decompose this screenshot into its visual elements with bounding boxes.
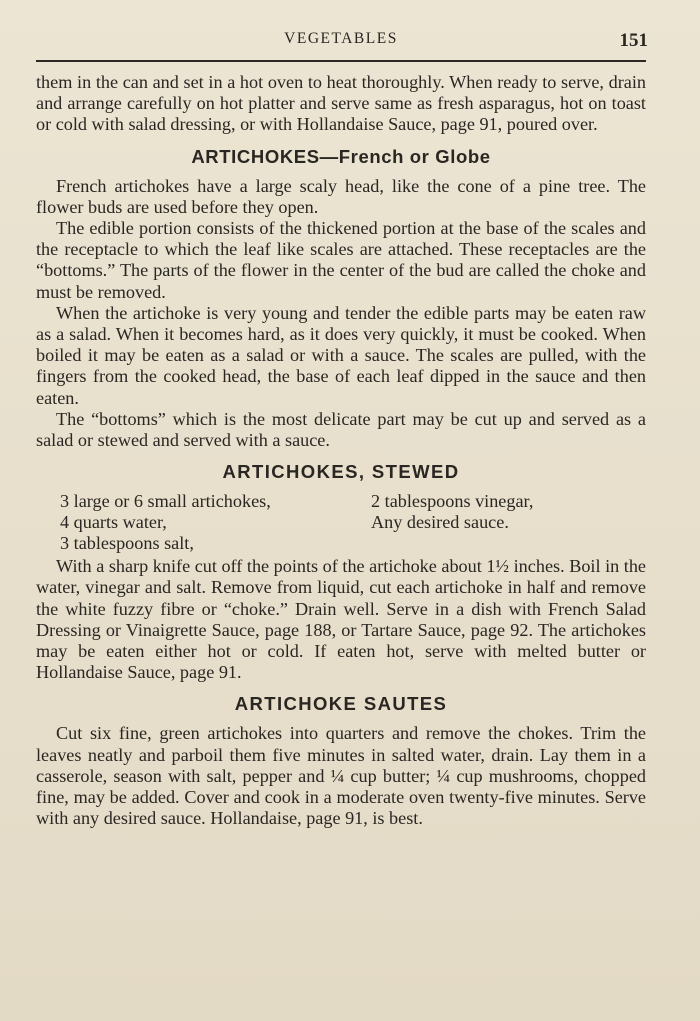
ingredient-item: 2 tablespoons vinegar, bbox=[371, 491, 534, 512]
ingredient-item: 3 large or 6 small artichokes, bbox=[60, 491, 271, 512]
page-number: 151 bbox=[619, 30, 648, 51]
paragraph: When the artichoke is very young and tender the edible parts may be eaten raw as a salad. When it becomes hard, as it does very quickly, it must be cooked. When boiled it may be eaten as a salad or with a sauce. The scales are pulled, with the fingers from the cooked head, the base of each leaf dipped in the sauce and then eaten. bbox=[36, 302, 646, 408]
section-title-artichokes-stewed: ARTICHOKES, STEWED bbox=[222, 461, 460, 483]
ingredient-item: 4 quarts water, bbox=[60, 512, 167, 533]
section-title-artichokes-french: ARTICHOKES—French or Globe bbox=[191, 145, 491, 167]
recipe-method: With a sharp knife cut off the points of the artichoke about 1½ inches. Boil in the water, vinegar and salt. Remove from liquid, cut each artichoke in half and remove the white fuzzy fibre or “choke.” Drain well. Serve in a dish with French Salad Dressing or Vinaigrette Sauce, page 188, or Tartare Sauce, page 92. The artichokes may be eaten either hot or cold. If eaten hot, serve with melted butter or Hollandaise Sauce, page 91. bbox=[36, 556, 646, 683]
ingredient-item: 3 tablespoons salt, bbox=[60, 533, 194, 554]
intro-paragraph: them in the can and set in a hot oven to heat thoroughly. When ready to serve, drain and arrange carefully on hot platter and serve same as fresh asparagus, hot on toast or cold with salad dressing, or with Hollandaise Sauce, page 91, poured over. bbox=[36, 72, 646, 135]
page-header bbox=[36, 26, 646, 56]
paragraph: French artichokes have a large scaly head, like the cone of a pine tree. The flower buds are used before they open. bbox=[36, 175, 646, 217]
recipe-method: Cut six fine, green artichokes into quarters and remove the chokes. Trim the leaves neatly and parboil them five minutes in salted water, drain. Lay them in a casserole, season with salt, pepper and ¼ cup butter; ¼ cup mushrooms, chopped fine, may be added. Cover and cook in a moderate oven twenty-five minutes. Serve with any desired sauce. Hollandaise, page 91, is best. bbox=[36, 723, 646, 829]
ingredient-column-left bbox=[36, 491, 371, 554]
ingredient-column-right bbox=[371, 491, 646, 554]
ingredient-list bbox=[36, 491, 646, 554]
paragraph: The edible portion consists of the thickened portion at the base of the scales and the receptacle to which the leaf like scales are attached. These receptacles are the “bottoms.” The parts of the flower in the center of the bud are called the choke and must be removed. bbox=[36, 218, 646, 302]
section-title-artichoke-sautes: ARTICHOKE SAUTES bbox=[234, 693, 448, 715]
header-rule bbox=[36, 60, 646, 62]
ingredient-item: Any desired sauce. bbox=[371, 512, 509, 533]
running-head: VEGETABLES bbox=[284, 30, 398, 47]
paragraph: The “bottoms” which is the most delicate part may be cut up and served as a salad or stewed and served with a sauce. bbox=[36, 408, 646, 451]
